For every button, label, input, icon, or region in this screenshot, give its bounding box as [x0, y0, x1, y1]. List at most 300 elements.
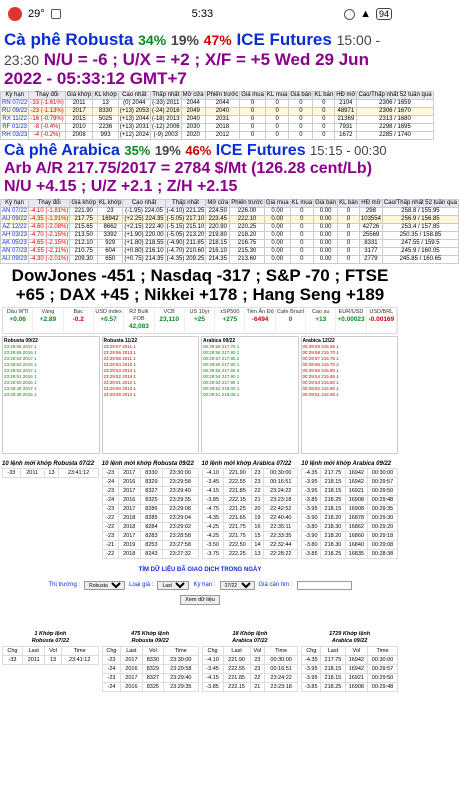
index-value: -0.00169 [368, 316, 395, 324]
table-cell: 2104 [335, 99, 357, 107]
index-label: Dầu WTI [6, 308, 29, 315]
table-cell: -4 (-0.2%) [29, 131, 65, 139]
arabica-headline: Cà phê Arabica 35% 19% 46% ICE Futures 15:15 - 00:30 Arb A/R 217.75/2017 = 2784 $/Mt (126.28 cent/Lb) N/U +4.15 ; U/Z +2.1 ; Z/H +2.15 [4, 141, 387, 196]
table-cell: 23:27:58 [162, 540, 198, 549]
table-cell: 221.85 [224, 486, 252, 495]
table-cell: -4.10 [202, 656, 223, 665]
table-header-row [302, 647, 398, 656]
table-cell: 2016 [121, 665, 142, 674]
tick-row: 00:29:53 217.95 1 [203, 380, 240, 385]
index-label: Vàng [41, 308, 55, 315]
index-item [155, 308, 185, 333]
table-cell: 0.00 [314, 239, 338, 247]
tick-row: 23:29:51 2012 1 [103, 380, 137, 385]
table-cell: 16942 [345, 477, 367, 486]
table-cell: AZ 12/22 [2, 224, 27, 231]
table-cell: 22:42:52 [264, 504, 298, 513]
table-cell: 00:30:00 [368, 656, 398, 665]
table-row [302, 549, 398, 558]
table-cell: 16921 [345, 486, 367, 495]
table-cell: 217.75 [321, 468, 345, 477]
index-label: US 10yr [189, 308, 210, 315]
table-cell: 48971 [335, 107, 357, 115]
table-cell: 2017 [118, 468, 140, 477]
table-cell: 213.60 [230, 255, 265, 263]
table-cell: 223.45 [206, 215, 230, 223]
table-cell: -24 [102, 477, 118, 486]
trade-title: 10 lệnh mới khớp Arabica 07/22 [201, 460, 292, 467]
index-item [245, 308, 275, 333]
table-cell: 2017 [121, 656, 142, 665]
table-cell: 221.85 [223, 674, 250, 683]
table-cell: -23 [102, 504, 118, 513]
table-row [1, 247, 459, 255]
index-label: VCB [163, 308, 175, 315]
table-cell: 23:23:18 [265, 683, 298, 692]
column-header: Phiên trước [231, 200, 263, 207]
index-label: Bạc [73, 308, 83, 315]
index-item [185, 308, 215, 333]
tick-row: 23:29:50 2016 1 [4, 380, 37, 385]
table-cell: 2044 [181, 99, 205, 107]
table-cell: 23:24:22 [265, 674, 298, 683]
table-cell: 23 [98, 207, 123, 215]
search-title: TÌM DỮ LIỆU ĐÃ GIAO DỊCH TRONG NGÀY [138, 566, 262, 573]
table-cell: 2017 [118, 486, 140, 495]
table-cell: -3.85 [302, 495, 321, 504]
table-row [102, 486, 198, 495]
table-row [102, 549, 198, 558]
table-cell: -3.95 [302, 486, 321, 495]
tick-row: 00:29:54 217.90 1 [203, 373, 240, 379]
table-cell: 222.10 [230, 215, 265, 223]
table-cell: 2017 [118, 504, 140, 513]
table-cell: 218.15 [321, 477, 345, 486]
search-form: TÌM DỮ LIỆU ĐÃ GIAO DỊCH TRONG NGÀY Thị trường : Robusta Loại giá : Last Kỳ hạn : 07/22 Giá cần tìm : Xem dữ liệu [0, 567, 400, 605]
table-row [202, 531, 298, 540]
result-table [202, 646, 299, 692]
column-header: KL khớp [94, 92, 117, 99]
table-cell: 2011 [22, 656, 45, 665]
indices-strip [2, 307, 398, 334]
table-cell: 16942 [98, 215, 123, 223]
table-cell: -3.85 [302, 549, 321, 558]
tick-row: 00:29:56 217.80 1 [203, 361, 240, 367]
table-row [102, 477, 198, 486]
table-cell: 8662 [98, 223, 123, 231]
table-cell: 16835 [345, 549, 367, 558]
table-cell: 14 [251, 540, 264, 549]
tick-row: 23:29:49 2012 1 [103, 392, 137, 398]
trade-table [2, 468, 99, 478]
table-cell: -3.45 [202, 477, 224, 486]
result-count: 475 Khớp lệnh [131, 630, 170, 637]
table-cell: AN 07/23 [2, 248, 28, 255]
table-cell: (+13) 2031 [119, 124, 149, 131]
table-row [1, 215, 459, 223]
table-cell: 0 [289, 131, 313, 139]
table-row [102, 665, 198, 674]
table-cell: 221.65 [224, 513, 252, 522]
table-cell: 0.00 [264, 223, 290, 231]
table-cell: (-5.05) 217.10 [166, 216, 205, 223]
column-header: KL bán [339, 200, 358, 207]
table-cell: -3.90 [302, 513, 321, 522]
arabica-title: Cà phê Arabica [4, 141, 120, 159]
tick-panels [2, 336, 398, 454]
table-cell: 23:30:00 [162, 468, 198, 477]
table-cell: 0 [265, 131, 288, 139]
table-cell: 218.15 [321, 486, 345, 495]
table-cell: -23 [102, 656, 120, 665]
column-header: Chg [202, 647, 223, 656]
table-cell: 0.00 [264, 207, 290, 215]
table-cell: 15 [251, 531, 264, 540]
table-cell: -23 (-1.13%) [30, 108, 64, 115]
index-label: USD/BRL [369, 308, 394, 315]
table-row [1, 131, 434, 139]
table-cell: 2017 [121, 674, 142, 683]
table-cell: 00:16:51 [264, 477, 298, 486]
table-cell: 16908 [345, 495, 367, 504]
table-cell: 2313 / 1680 [357, 115, 433, 123]
indices-headline: DowJones -451 ; Nasdaq -317 ; S&P -70 ; FTSE +65 ; DAX +45 ; Nikkei +178 ; Hang Seng +189 [11, 265, 389, 305]
table-cell: 8329 [140, 477, 162, 486]
tick-row: 23:29:51 2016 1 [4, 373, 37, 379]
table-cell: -3.95 [302, 674, 321, 683]
tick-panel [2, 336, 100, 454]
table-cell: 23:29:35 [164, 683, 198, 692]
table-row [1, 107, 434, 115]
table-cell: 2018 [118, 549, 140, 558]
index-value: -0.2 [72, 316, 84, 324]
table-cell: 8325 [140, 495, 162, 504]
table-row [302, 531, 398, 540]
trade-block [301, 460, 398, 559]
table-cell: 245.85 / 160.65 [382, 255, 458, 263]
table-cell: 2010 [65, 123, 93, 131]
tick-row: 23:29:55 2011 1 [103, 355, 136, 361]
table-cell: 23:41:12 [59, 468, 98, 477]
table-cell: 8330 [140, 468, 162, 477]
table-cell: 0.00 [314, 247, 338, 255]
table-row [302, 674, 398, 683]
table-cell: 22:33:35 [264, 531, 298, 540]
table-cell: 221.75 [224, 531, 252, 540]
alarm-icon [344, 9, 355, 20]
tick-row: 00:29:54 215.85 1 [302, 373, 339, 379]
table-cell: 245.9 / 160.05 [382, 247, 458, 255]
table-cell: 222.55 [223, 665, 250, 674]
table-cell: 21 [251, 495, 264, 504]
table-cell: 218.15 [321, 504, 345, 513]
table-cell: -4.35 [302, 656, 321, 665]
table-cell: 218.25 [321, 495, 345, 504]
index-value: 23,110 [159, 316, 179, 324]
table-cell: (-4.90) 211.85 [166, 240, 205, 247]
table-cell: 0 [338, 239, 360, 247]
tick-row: 00:29:52 215.90 1 [302, 386, 339, 392]
table-cell: -3.85 [202, 495, 224, 504]
column-header: Giá mua [265, 200, 289, 207]
index-value: +13 [315, 316, 327, 324]
table-cell: 00:29:50 [368, 486, 398, 495]
view-data-button[interactable]: Xem dữ liệu [180, 595, 220, 605]
table-cell: (+2.15) 222.40 [124, 224, 164, 231]
index-value: +0.57 [100, 316, 117, 324]
table-cell: 0 [240, 107, 266, 115]
table-cell: -33 (-1.61%) [30, 100, 64, 107]
index-item [64, 308, 94, 333]
price-input[interactable] [297, 581, 352, 590]
table-cell: 0.00 [314, 207, 338, 215]
column-header: Cao nhất [123, 199, 165, 207]
table-cell: 2019 [118, 540, 140, 549]
table-cell: 16840 [345, 540, 367, 549]
table-cell: 23 [250, 665, 264, 674]
table-cell: (+13) 2053 [119, 108, 149, 115]
table-cell: 13 [251, 549, 264, 558]
table-cell: 2016 [121, 683, 142, 692]
table-header-row [3, 647, 99, 656]
table-cell: 8253 [140, 540, 162, 549]
table-row [102, 495, 198, 504]
table-cell: -24 [102, 665, 120, 674]
index-item [215, 308, 245, 333]
table-cell: 0.00 [314, 255, 338, 263]
table-cell: (-5.05) 213.20 [166, 232, 205, 239]
term-select[interactable] [220, 581, 255, 590]
table-cell: AK 05/23 [2, 240, 27, 247]
notification-icon [51, 9, 61, 19]
table-row [3, 656, 99, 665]
index-label: Cao su [312, 308, 330, 315]
table-cell: 253.4 / 157.85 [382, 223, 458, 231]
tick-row: 00:29:55 217.85 3 [203, 367, 240, 373]
table-cell: 218.30 [321, 540, 345, 549]
tick-panel-title: Robusta 09/22 [4, 337, 38, 344]
table-cell: 2015 [65, 115, 93, 123]
column-header: Vol [345, 647, 367, 656]
column-header: Kỳ hạn [1, 91, 29, 99]
table-cell: 8327 [140, 486, 162, 495]
table-cell: 217.75 [70, 215, 98, 223]
table-cell: 2030 [181, 123, 205, 131]
table-cell: 2017 [65, 107, 93, 115]
table-cell: 0 [240, 123, 266, 131]
table-row [302, 540, 398, 549]
tick-row: 23:29:53 2013 1 [103, 367, 137, 373]
table-cell: 221.75 [224, 522, 252, 531]
column-header: Thấp nhất [152, 92, 180, 99]
table-cell: 604 [98, 247, 123, 255]
table-row [202, 513, 298, 522]
index-value: +0.00023 [337, 316, 365, 324]
table-cell: 993 [93, 131, 118, 139]
table-cell: -4.30 (-2.01%) [30, 256, 69, 263]
market-select[interactable] [84, 581, 125, 590]
table-cell: 8285 [140, 513, 162, 522]
table-cell: 8331 [359, 239, 382, 247]
table-cell: (+1.90) 220.00 [124, 232, 164, 239]
table-cell: 13 [45, 656, 61, 665]
price-type-select[interactable] [157, 581, 189, 590]
index-value: 0 [288, 316, 293, 324]
table-cell: -23 [102, 468, 118, 477]
table-cell: 0 [290, 215, 313, 223]
table-cell: -33 [3, 468, 21, 477]
index-value: -6494 [251, 316, 269, 324]
tick-row: 23:29:49 2017 1 [4, 386, 37, 392]
column-header: Last [321, 647, 345, 656]
table-cell: 0 [289, 123, 313, 131]
table-cell: -24 [102, 683, 120, 692]
table-cell: 2306 / 1659 [357, 99, 433, 107]
table-cell: 0 [265, 123, 288, 131]
tick-row: 00:29:52 218.00 1 [203, 386, 240, 392]
table-cell: -3.85 [202, 683, 223, 692]
table-cell: 19 [251, 513, 264, 522]
table-cell: 219.80 [206, 231, 230, 239]
column-header: Phiên trước [206, 92, 239, 99]
column-header: Giá khớp [66, 92, 92, 99]
table-cell: 216.10 [206, 247, 230, 255]
column-header: Chg [3, 647, 23, 656]
table-cell: 2040 [205, 107, 240, 115]
table-cell: (+13) 2044 [119, 116, 149, 123]
table-cell: 2236 [93, 123, 118, 131]
table-row [1, 123, 434, 131]
table-cell: 0 [338, 207, 360, 215]
tick-row: 00:29:59 215.65 1 [302, 343, 339, 349]
table-cell: 00:29:30 [368, 513, 398, 522]
table-cell: 213.50 [70, 231, 98, 239]
table-cell: 3177 [359, 247, 382, 255]
table-row [102, 504, 198, 513]
tick-panel-title: Arabica 09/22 [203, 337, 236, 344]
table-cell: 22:40:40 [264, 513, 298, 522]
table-row [1, 115, 434, 123]
trade-block [202, 460, 299, 559]
column-header: Thay đổi [29, 91, 65, 99]
table-cell: 8243 [140, 549, 162, 558]
robusta-table [0, 91, 434, 140]
table-cell: (-33) 2011 [152, 100, 180, 107]
table-row [202, 540, 298, 549]
tick-row: 23:29:58 2017 1 [4, 343, 37, 349]
column-header: Vol [250, 647, 264, 656]
table-cell: 2306 / 1670 [357, 107, 433, 115]
tick-row: 00:29:55 215.80 1 [302, 367, 339, 373]
table-cell: 8330 [93, 107, 118, 115]
table-cell: 0 [240, 131, 266, 139]
table-row [302, 513, 398, 522]
table-cell: 0.00 [264, 239, 290, 247]
table-cell: (-4.70) 210.60 [166, 248, 205, 255]
table-cell: 2018 [118, 522, 140, 531]
tick-row: 23:29:54 2017 1 [4, 355, 37, 361]
table-cell: 16942 [345, 468, 367, 477]
table-cell: 23:27:32 [162, 549, 198, 558]
table-row [1, 239, 459, 247]
table-cell: -23 [102, 486, 118, 495]
table-cell: 22 [251, 486, 264, 495]
table-cell: 2298 / 1695 [357, 123, 433, 131]
table-cell: -4.10 (-1.81%) [30, 208, 69, 215]
table-cell: 0.00 [264, 231, 290, 239]
result-table [102, 646, 199, 692]
table-cell: 217.75 [321, 656, 345, 665]
table-cell: 0 [313, 131, 335, 139]
table-cell: 2049 [181, 107, 205, 115]
trade-table [301, 468, 398, 559]
table-cell: (+0.75) 214.35 [124, 256, 164, 263]
index-label: USD index [95, 308, 122, 315]
index-label: Cafe Brazil [276, 308, 304, 315]
table-cell: 16921 [345, 674, 367, 683]
table-cell: 00:29:35 [368, 504, 398, 513]
table-cell: (-9) 2003 [150, 131, 181, 139]
tick-panel [201, 336, 299, 454]
table-cell: 2031 [205, 115, 240, 123]
result-block [2, 631, 99, 692]
table-cell: 22:28:22 [264, 549, 298, 558]
table-cell: 00:30:00 [264, 468, 298, 477]
table-cell: 298 [359, 207, 382, 215]
table-cell: 218.25 [321, 683, 345, 692]
table-cell: -16 (-0.79%) [30, 116, 64, 123]
table-cell: 00:29:57 [368, 665, 398, 674]
table-cell: 23:29:40 [164, 674, 198, 683]
table-cell: 23:29:58 [164, 665, 198, 674]
column-header: Time [265, 647, 298, 656]
table-cell: -3.90 [302, 531, 321, 540]
app-logo-icon [8, 7, 22, 21]
table-cell: 23:29:58 [162, 477, 198, 486]
table-cell: 0.00 [314, 215, 338, 223]
column-header: KL bán [314, 92, 334, 99]
table-row [102, 683, 198, 692]
tick-row: 00:29:58 217.80 1 [203, 349, 240, 355]
table-row [202, 522, 298, 531]
table-cell: 218.25 [321, 549, 345, 558]
table-cell: -4.60 (-2.08%) [30, 224, 69, 231]
table-cell: 218.15 [321, 665, 345, 674]
table-cell: 0 [240, 99, 266, 107]
table-row [1, 207, 459, 215]
tick-row: 00:29:59 217.75 1 [203, 343, 240, 349]
index-item [367, 308, 397, 333]
table-cell: 210.75 [70, 247, 98, 255]
table-cell: -4.25 [202, 522, 224, 531]
column-header: KL mua [266, 92, 288, 99]
column-header: Giá bán [315, 200, 337, 207]
result-name: Robusta 09/22 [131, 638, 169, 645]
index-value: 42,083 [128, 323, 149, 331]
table-cell: 0.00 [264, 247, 290, 255]
table-cell: (0) 2044 [118, 99, 150, 107]
table-cell: -3.95 [302, 504, 321, 513]
table-cell: 8325 [142, 683, 163, 692]
table-cell: 221.90 [224, 468, 252, 477]
table-cell: -4.70 (-2.15%) [30, 232, 69, 239]
column-header: Thay đổi [29, 199, 70, 207]
table-cell: AH 03/23 [2, 232, 28, 239]
table-cell: 16 [251, 522, 264, 531]
table-cell: -4.55 (-2.11%) [30, 248, 69, 255]
table-cell: 8284 [140, 522, 162, 531]
table-cell: 00:29:50 [368, 674, 398, 683]
